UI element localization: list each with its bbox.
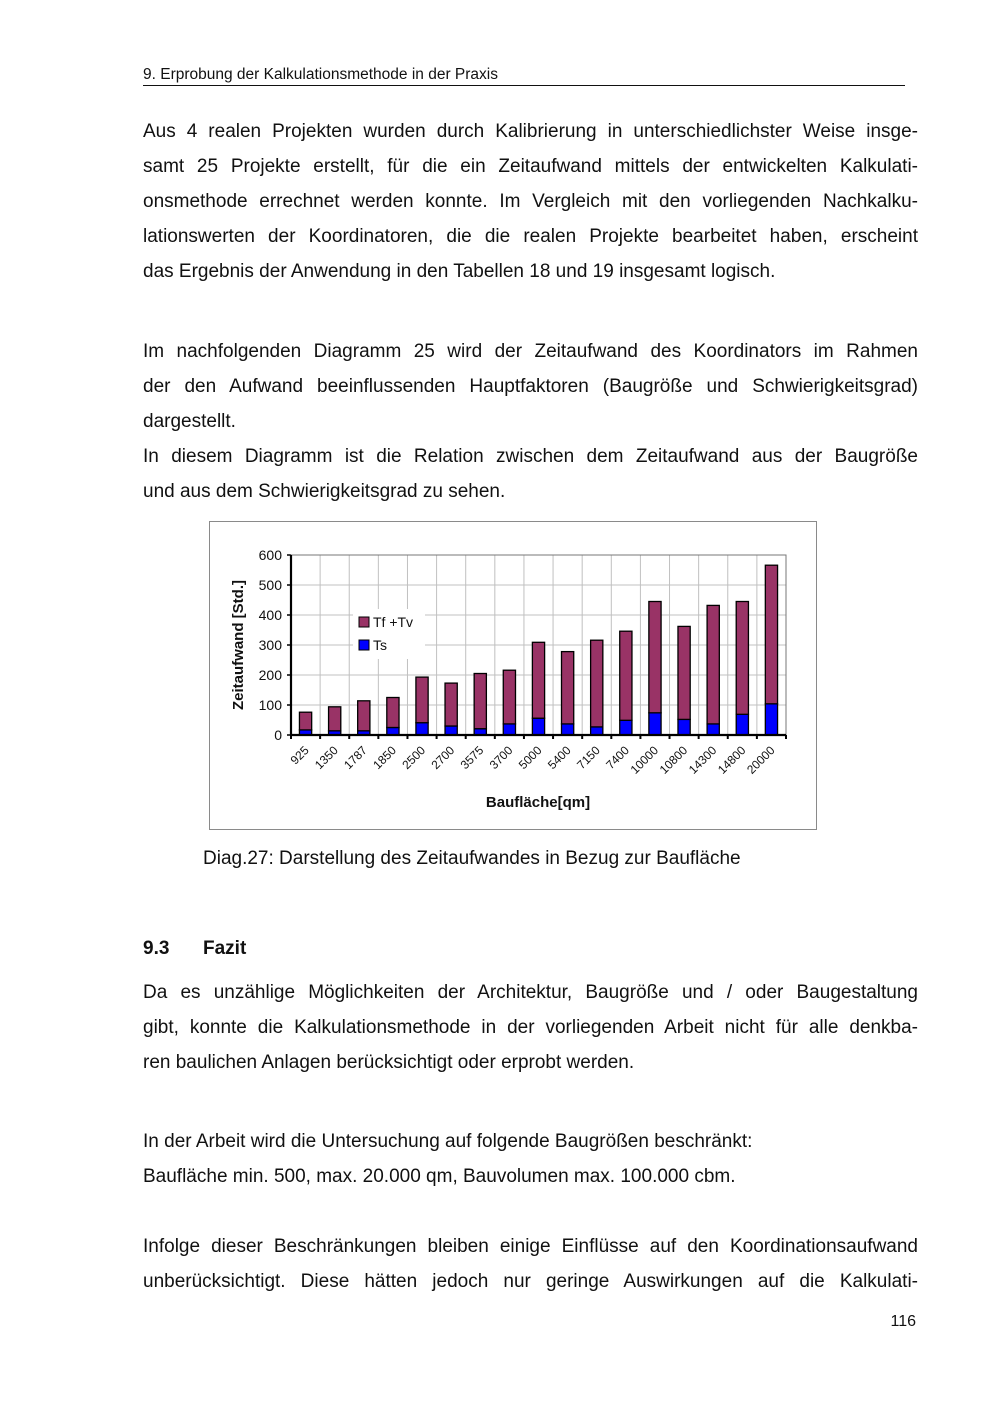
- paragraph-consequences: [143, 1229, 918, 1299]
- bar-segment: [329, 707, 341, 731]
- legend-label: Ts: [373, 637, 387, 653]
- text-line: samt 25 Projekte erstellt, für die ein Zeitaufwand mittels der entwickelten Kalkulati-: [143, 156, 918, 177]
- x-tick-label: 14800: [714, 743, 749, 777]
- bar-segment: [503, 724, 515, 735]
- bar-segment: [678, 719, 690, 735]
- bar-segment: [299, 712, 311, 730]
- bar-segment: [765, 565, 777, 704]
- bar-segment: [387, 698, 399, 728]
- paragraph-fazit: [143, 975, 918, 1080]
- bar-segment: [649, 602, 661, 713]
- y-tick-label: 200: [258, 667, 282, 683]
- section-number: 9.3: [143, 938, 170, 959]
- page-number: 116: [890, 1313, 916, 1330]
- bar-segment: [620, 631, 632, 720]
- text-line: dargestellt.: [143, 411, 236, 432]
- y-tick-label: 100: [258, 697, 282, 713]
- x-axis-title: Baufläche[qm]: [485, 794, 591, 811]
- text-line: und aus dem Schwierigkeitsgrad zu sehen.: [143, 481, 506, 502]
- x-tick-label: 20000: [744, 743, 778, 777]
- bar-segment: [474, 674, 486, 729]
- bar-segment: [387, 728, 399, 736]
- y-tick-label: 500: [258, 577, 282, 593]
- text-line: Da es unzählige Möglichkeiten der Architektur, Baugröße und / oder Baugestaltung: [143, 982, 918, 1003]
- x-tick-label: 3575: [457, 743, 487, 773]
- bar-segment: [562, 724, 574, 735]
- section-heading: [143, 937, 246, 961]
- running-header: 9. Erprobung der Kalkulationsmethode in der Praxis: [143, 66, 905, 86]
- legend-swatch: [359, 617, 369, 627]
- text-line: Im nachfolgenden Diagramm 25 wird der Zeitaufwand des Koordinators im Rahmen: [143, 341, 918, 362]
- x-tick-label: 14300: [685, 743, 720, 777]
- paragraph-intro: [143, 114, 918, 289]
- text-line: In diesem Diagramm ist die Relation zwischen dem Zeitaufwand aus der Baugröße: [143, 446, 918, 467]
- y-axis-title: Zeitaufwand [Std.]: [230, 580, 247, 710]
- bar-segment: [562, 652, 574, 724]
- y-tick-label: 0: [274, 727, 282, 743]
- bar-segment: [649, 713, 661, 735]
- legend-swatch: [359, 640, 369, 650]
- x-tick-label: 1850: [370, 743, 400, 773]
- bar-segment: [678, 626, 690, 719]
- x-tick-label: 10000: [627, 743, 662, 777]
- bar-segment: [736, 714, 748, 735]
- bar-segment: [416, 677, 428, 723]
- text-line: Infolge dieser Beschränkungen bleiben einige Einflüsse auf den Koordinationsaufwand: [143, 1236, 918, 1257]
- x-tick-label: 5000: [515, 743, 545, 773]
- bar-segment: [532, 642, 544, 718]
- bar-segment: [765, 704, 777, 735]
- x-tick-label: 5400: [544, 743, 574, 773]
- bar-segment: [736, 602, 748, 715]
- text-line: Aus 4 realen Projekten wurden durch Kalibrierung in unterschiedlichster Weise insge-: [143, 121, 918, 142]
- paragraph-diagram-intro: [143, 334, 918, 509]
- bar-segment: [358, 701, 370, 731]
- bar-segment: [707, 605, 719, 724]
- text-line: In der Arbeit wird die Untersuchung auf folgende Baugrößen beschränkt:: [143, 1131, 753, 1152]
- bar-segment: [445, 683, 457, 726]
- bar-segment: [707, 724, 719, 735]
- text-line: lationswerten der Koordinatoren, die die realen Projekte bearbeitet haben, erscheint: [143, 226, 918, 247]
- text-line: der den Aufwand beeinflussenden Hauptfaktoren (Baugröße und Schwierigkeitsgrad): [143, 376, 918, 397]
- paragraph-limits: [143, 1124, 918, 1194]
- x-tick-label: 1787: [341, 743, 370, 773]
- text-line: ren baulichen Anlagen berücksichtigt oder erprobt werden.: [143, 1052, 635, 1073]
- text-line: onsmethode errechnet werden konnte. Im Vergleich mit den vorliegenden Nachkalku-: [143, 191, 918, 212]
- x-tick-label: 2500: [399, 743, 429, 773]
- bar-segment: [620, 720, 632, 735]
- x-tick-label: 7150: [574, 743, 603, 773]
- bar-segment: [445, 726, 457, 735]
- x-tick-label: 7400: [603, 743, 632, 773]
- chart-container: [209, 521, 817, 830]
- legend-label: Tf +Tv: [373, 614, 414, 630]
- bar-segment: [416, 723, 428, 735]
- text-line: gibt, konnte die Kalkulationsmethode in der vorliegenden Arbeit nicht für alle denkba-: [143, 1017, 918, 1038]
- bar-segment: [591, 727, 603, 735]
- text-line: unberücksichtigt. Diese hätten jedoch nur geringe Auswirkungen auf die Kalkulati-: [143, 1271, 918, 1292]
- x-tick-label: 1350: [312, 743, 341, 773]
- stacked-bar-chart: [210, 522, 816, 829]
- y-tick-label: 400: [258, 607, 282, 623]
- bar-segment: [591, 640, 603, 727]
- section-title: Fazit: [203, 938, 247, 959]
- text-line: Baufläche min. 500, max. 20.000 qm, Bauvolumen max. 100.000 cbm.: [143, 1166, 736, 1187]
- bar-segment: [503, 670, 515, 724]
- x-tick-label: 925: [287, 743, 312, 768]
- x-tick-label: 3700: [486, 743, 516, 773]
- bar-segment: [532, 718, 544, 735]
- text-line: das Ergebnis der Anwendung in den Tabellen 18 und 19 insgesamt logisch.: [143, 261, 776, 282]
- x-tick-label: 2700: [428, 743, 458, 773]
- figure-caption: Diag.27: Darstellung des Zeitaufwandes in Bezug zur Baufläche: [203, 848, 741, 869]
- x-tick-label: 10800: [656, 743, 691, 777]
- y-tick-label: 300: [258, 637, 282, 653]
- y-tick-label: 600: [258, 547, 282, 563]
